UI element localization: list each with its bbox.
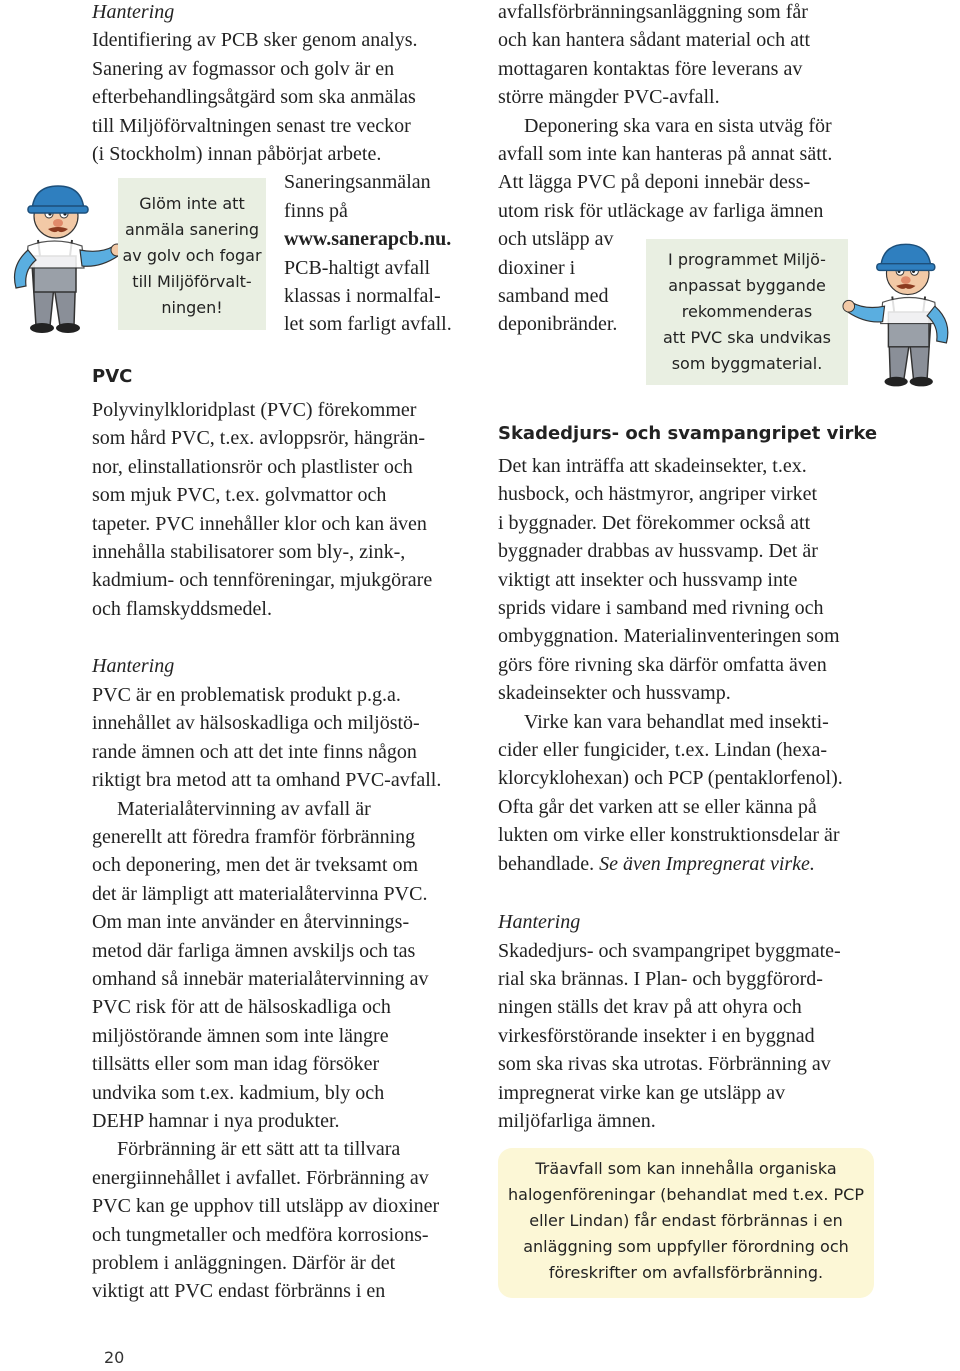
section-heading-hantering: Hantering <box>92 1 175 23</box>
tip-line: Glöm inte att <box>139 194 245 213</box>
paragraph-line: till Miljöförvaltningen senast tre veckor <box>92 114 411 137</box>
tip-line: I programmet Miljö- <box>668 250 826 269</box>
page-number: 20 <box>104 1348 125 1367</box>
paragraph-line: ningen ställs det krav på att ohyra och <box>498 996 802 1019</box>
paragraph-line: Skadedjurs- och svampangripet byggmate- <box>498 939 841 962</box>
paragraph-line: Det kan inträffa att skadeinsekter, t.ex. <box>498 455 807 477</box>
paragraph-line: PVC är en problematisk produkt p.g.a. <box>92 684 401 706</box>
paragraph-line: som mjuk PVC, t.ex. golvmattor och <box>92 484 387 507</box>
paragraph-line: Sanering av fogmassor och golv är en <box>92 57 395 80</box>
side-text-line: Saneringsanmälan <box>284 171 431 194</box>
paragraph-line: omhand så innebär materialåtervinning av <box>92 968 429 990</box>
paragraph-line: innehålla stabilisatorer som bly-, zink-, <box>92 541 406 563</box>
paragraph-line: Virke kan vara behandlat med insekti- <box>524 710 829 733</box>
paragraph-line: och tungmetaller och medföra korrosions- <box>92 1223 429 1246</box>
section-heading-skadedjur: Skadedjurs- och svampangripet virke <box>498 423 878 444</box>
paragraph-text: behandlade. <box>498 852 595 875</box>
note-line: föreskrifter om avfallsförbränning. <box>548 1263 824 1282</box>
paragraph-line: DEHP hamnar i nya produkter. <box>92 1110 340 1132</box>
paragraph-line: tillsätts eller som man idag försöker <box>92 1053 380 1076</box>
paragraph-line: kadmium- och tennföreningar, mjukgörare <box>92 569 433 592</box>
paragraph-line: metod där farliga ämnen avskiljs och tas <box>92 939 416 962</box>
tip-box-miljoanpassat <box>646 239 848 385</box>
paragraph-line: PVC kan ge upphov till utsläpp av dioxiner <box>92 1195 440 1218</box>
paragraph-line: Ofta går det varken att se eller känna på <box>498 795 817 818</box>
paragraph-line: görs före rivning ska därför omfatta även <box>498 653 827 676</box>
side-text-line: finns på <box>284 199 348 222</box>
note-line: eller Lindan) får endast förbrännas i en <box>529 1211 843 1230</box>
paragraph-line: cider eller fungicider, t.ex. Lindan (hexa- <box>498 739 828 761</box>
paragraph-line: nor, elinstallationsrör och plastlister och <box>92 455 413 478</box>
tip-box-anmalan <box>118 178 266 330</box>
section-heading-pvc: PVC <box>92 366 133 387</box>
tip-line: att PVC ska undvikas <box>663 328 831 347</box>
section-heading-hantering: Hantering <box>498 911 581 933</box>
tip-line: som byggmaterial. <box>671 354 823 373</box>
paragraph-line: Om man inte använder en återvinnings- <box>92 911 410 934</box>
note-box-travfall <box>498 1148 874 1298</box>
paragraph-line: problem i anläggningen. Därför är det <box>92 1252 396 1274</box>
sanerapcb-link[interactable]: www.sanerapcb.nu. <box>284 228 452 251</box>
paragraph-line: virkesförstörande insekter i en byggnad <box>498 1024 815 1047</box>
paragraph-line <box>498 850 815 878</box>
tip-line: till Miljöförvalt- <box>132 272 252 291</box>
tip-line: av golv och fogar <box>122 246 262 265</box>
paragraph-line: som hård PVC, t.ex. avloppsrör, hängrän- <box>92 427 426 450</box>
paragraph-line: husbock, och hästmyror, angriper virket <box>498 483 818 506</box>
paragraph-line: rande ämnen och att det inte finns någon <box>92 740 417 763</box>
paragraph-line: Polyvinylkloridplast (PVC) förekommer <box>92 399 417 421</box>
see-also-reference: Se även Impregnerat virke. <box>599 852 815 875</box>
paragraph-line: Att lägga PVC på deponi innebär dess- <box>498 171 811 194</box>
paragraph-line: viktigt att insekter och hussvamp inte <box>498 568 798 591</box>
paragraph-line: Identifiering av PCB sker genom analys. <box>92 29 418 52</box>
paragraph-line: (i Stockholm) innan påbörjat arbete. <box>92 143 382 165</box>
paragraph-line: ombyggnation. Materialinventeringen som <box>498 625 840 648</box>
paragraph-line: riktigt bra metod att ta omhand PVC-avfall. <box>92 769 442 792</box>
paragraph-line: deponibränder. <box>498 313 618 336</box>
paragraph-line: större mängder PVC-avfall. <box>498 86 720 109</box>
paragraph-line: och deponering, men det är tveksamt om <box>92 854 419 877</box>
paragraph-line: byggnader drabbas av hussvamp. Det är <box>498 540 818 563</box>
paragraph-line: Deponering ska vara en sista utväg för <box>524 114 832 137</box>
paragraph-line: lukten om virke eller konstruktionsdelar är <box>498 824 840 847</box>
paragraph-line: utom risk för utläckage av farliga ämnen <box>498 199 824 222</box>
paragraph-line: miljöstörande ämnen som inte längre <box>92 1024 389 1047</box>
paragraph-line: och utsläpp av <box>498 228 614 251</box>
paragraph-line: Materialåtervinning av avfall är <box>117 797 371 820</box>
tip-line: ningen! <box>161 298 223 317</box>
paragraph-line: avfall som inte kan hanteras på annat sätt. <box>498 143 833 165</box>
worker-mascot-icon <box>842 232 958 392</box>
paragraph-line: energiinnehållet i avfallet. Förbränning av <box>92 1166 429 1189</box>
paragraph-line: innehållet av hälsoskadliga och miljöstö- <box>92 712 420 735</box>
paragraph-line: generellt att föredra framför förbränning <box>92 826 416 848</box>
paragraph-line: impregnerat virke kan ge utsläpp av <box>498 1081 786 1104</box>
paragraph-line: PVC risk för att de hälsoskadliga och <box>92 996 391 1019</box>
tip-line: anmäla sanering <box>124 220 260 239</box>
note-line: halogenföreningar (behandlat med t.ex. PCP <box>508 1185 864 1204</box>
paragraph-line: dioxiner i <box>498 256 576 279</box>
paragraph-line: samband med <box>498 285 609 307</box>
paragraph-line: avfallsförbränningsanläggning som får <box>498 1 808 23</box>
paragraph-line: undvika som t.ex. kadmium, bly och <box>92 1081 385 1104</box>
paragraph-line: efterbehandlingsåtgärd som ska anmälas <box>92 86 416 109</box>
paragraph-line: viktigt att PVC endast förbränns i en <box>92 1280 386 1303</box>
paragraph-line: klorcyklohexan) och PCP (pentaklorfenol). <box>498 767 843 790</box>
paragraph-line: sprids vidare i samband med rivning och <box>498 597 824 619</box>
worker-mascot-icon <box>4 176 124 336</box>
paragraph-line: mottagaren kontaktas före leverans av <box>498 57 803 80</box>
note-line: anläggning som uppfyller förordning och <box>523 1237 849 1256</box>
paragraph-line: skadeinsekter och hussvamp. <box>498 682 731 705</box>
paragraph-line: rial ska brännas. I Plan- och byggförord- <box>498 968 823 990</box>
side-text-line: PCB-haltigt avfall <box>284 256 431 279</box>
section-heading-hantering: Hantering <box>92 655 175 677</box>
paragraph-line: miljöfarliga ämnen. <box>498 1110 656 1132</box>
paragraph-line: och flamskyddsmedel. <box>92 597 272 620</box>
paragraph-line: i byggnader. Det förekommer också att <box>498 511 811 534</box>
note-line: Träavfall som kan innehålla organiska <box>535 1159 837 1178</box>
paragraph-line: som ska rivas ska utrotas. Förbränning av <box>498 1053 831 1076</box>
tip-line: anpassat byggande <box>668 276 826 295</box>
paragraph-line: Förbränning är ett sätt att ta tillvara <box>117 1138 401 1161</box>
paragraph-line: det är lämpligt att materialåtervinna PVC. <box>92 882 428 905</box>
side-text-line: klassas i normalfal- <box>284 285 441 307</box>
paragraph-line: och kan hantera sådant material och att <box>498 29 811 52</box>
paragraph-line: tapeter. PVC innehåller klor och kan även <box>92 512 427 535</box>
tip-line: rekommenderas <box>681 302 813 321</box>
side-text-line: let som farligt avfall. <box>284 313 452 336</box>
